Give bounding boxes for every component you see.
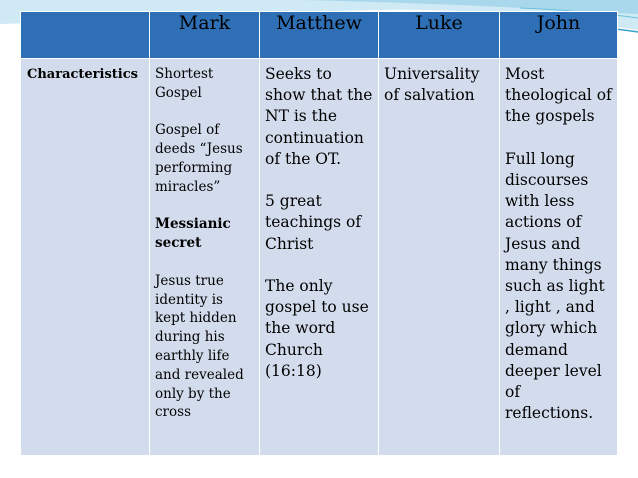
john-cell	[500, 59, 618, 456]
header-corner-cell	[21, 12, 150, 59]
header-mark: Mark	[150, 12, 260, 59]
row-label: Characteristics	[21, 59, 150, 456]
header-john: John	[500, 12, 618, 59]
gospels-comparison-table	[20, 11, 618, 456]
characteristics-row	[21, 59, 618, 456]
matthew-cell	[260, 59, 379, 456]
mark-text-2: Gospel of deeds “Jesus performing miracles”	[155, 122, 243, 195]
header-luke: Luke	[379, 12, 500, 59]
mark-text-3: Messianic secret	[155, 216, 231, 252]
luke-text-1: Universality of salvation	[384, 65, 480, 105]
john-text-2: Full long discourses with less actions of Jesus and many things such as light , light , and glory which demand deeper level of reflections.	[505, 149, 605, 423]
matthew-text-2: 5 great teachings of Christ	[265, 192, 362, 253]
mark-cell	[150, 59, 260, 456]
mark-text-4: Jesus true identity is kept hidden during his earthly life and revealed only by the cross	[155, 272, 244, 421]
matthew-text-1: Seeks to show that the NT is the continuation of the OT.	[265, 65, 373, 168]
header-matthew: Matthew	[260, 12, 379, 59]
mark-text-1: Shortest Gospel	[155, 66, 214, 101]
header-row	[21, 12, 618, 59]
luke-cell	[379, 59, 500, 456]
matthew-text-3: The only gospel to use the word Church (16:18)	[265, 277, 369, 380]
john-text-1: Most theological of the gospels	[505, 65, 612, 126]
